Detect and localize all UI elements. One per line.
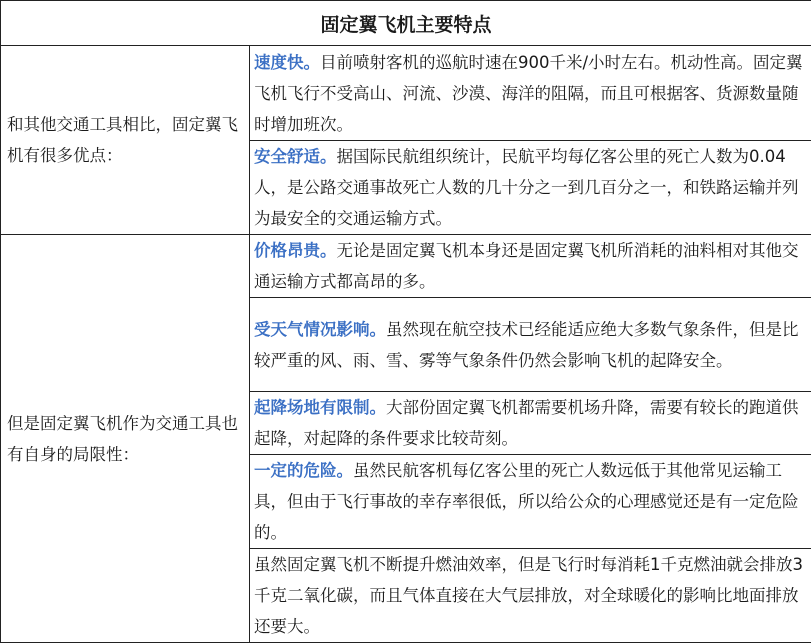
feature-text: 大部份固定翼飞机都需要机场升降，需要有较长的跑道供起降，对起降的条件要求比较苛刻。 [254,398,799,448]
feature-text: 虽然现在航空技术已经能适应绝大多数气象条件，但是比较严重的风、雨、雪、雾等气象条件仍然会影响飞机的起降安全。 [254,320,799,370]
feature-highlight: 受天气情况影响。 [254,320,386,339]
table-row [1,46,811,141]
feature-cell [250,298,811,392]
feature-highlight: 价格昂贵。 [254,241,337,260]
feature-text: 无论是固定翼飞机本身还是固定翼飞机所消耗的油料相对其他交通运输方式都高昂的多。 [254,241,799,291]
feature-cell [250,235,811,298]
feature-cell [250,392,811,455]
group-label-limitations: 但是固定翼飞机作为交通工具也有自身的局限性： [1,235,250,643]
group-label-advantages: 和其他交通工具相比，固定翼飞机有很多优点： [1,46,250,235]
feature-cell [250,141,811,235]
feature-cell [250,549,811,643]
table-title: 固定翼飞机主要特点 [1,1,811,46]
table-row [1,235,811,298]
title-row [1,1,811,46]
feature-highlight: 速度快。 [254,53,320,72]
feature-cell [250,455,811,549]
feature-highlight: 一定的危险。 [254,461,353,480]
feature-text: 目前喷射客机的巡航时速在900千米/小时左右。机动性高。固定翼飞机飞行不受高山、河流、沙漠、海洋的阻隔，而且可根据客、货源数量随时增加班次。 [254,53,803,134]
feature-cell [250,46,811,141]
feature-text: 据国际民航组织统计，民航平均每亿客公里的死亡人数为0.04人，是公路交通事故死亡人数的几十分之一到几百分之一，和铁路运输并列为最安全的交通运输方式。 [254,147,799,228]
feature-highlight: 安全舒适。 [254,147,337,166]
feature-highlight: 起降场地有限制。 [254,398,386,417]
feature-text: 虽然固定翼飞机不断提升燃油效率，但是飞行时每消耗1千克燃油就会排放3千克二氧化碳，而且气体直接在大气层排放，对全球暖化的影响比地面排放还要大。 [254,555,803,636]
feature-text: 虽然民航客机每亿客公里的死亡人数远低于其他常见运输工具，但由于飞行事故的幸存率很低，所以给公众的心理感觉还是有一定危险的。 [254,461,799,542]
